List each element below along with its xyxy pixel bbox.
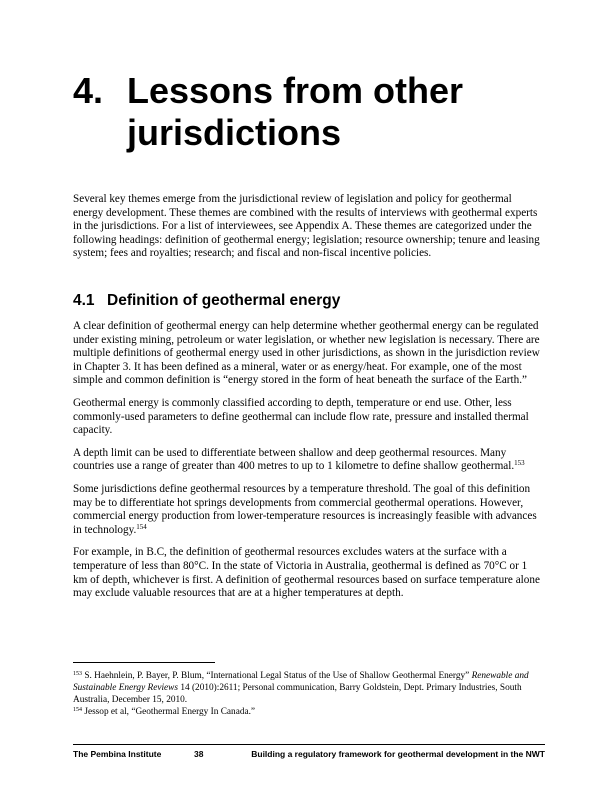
footnote-153-text-a: S. Haehnlein, P. Bayer, P. Blum, “International Legal Status of the Use of Shallow Geothermal Energy”: [82, 671, 472, 681]
footer-organization: The Pembina Institute: [73, 749, 162, 759]
footnote-mark-153: 153: [73, 671, 82, 677]
paragraph-definition: A clear definition of geothermal energy can help determine whether geothermal energy can be regulated under existing mining, petroleum or water legislation, or whether new legislation is necessary. There are multiple definitions of geothermal energy used in other jurisdictions, as shown in the jurisdiction review in Chapter 3. It has been defined as a mineral, water or as energy/heat. For example, one of the most simple and common definition is “energy stored in the form of heat beneath the surface of the Earth.”: [73, 320, 540, 387]
paragraph-classification: Geothermal energy is commonly classified according to depth, temperature or end use. Other, less commonly-used parameters to define geothermal can include flow rate, pressure and installed thermal capacity.: [73, 396, 529, 437]
section-heading: [73, 291, 340, 311]
section-title: Definition of geothermal energy: [107, 292, 341, 309]
footnote-153-text-b: 14 (2010):2611; Personal communication, Barry Goldstein, Dept. Primary Industries, South Australia, December 15, 2010.: [73, 683, 522, 705]
paragraph-depth-limit-text: A depth limit can be used to differentiate between shallow and deep geothermal resources. Many countries use a range of greater than 400 metres to up to 1 kilometre to define shallow geothermal.: [73, 446, 515, 473]
footnote-ref-153[interactable]: 153: [514, 459, 525, 468]
footnote-mark-154: 154: [73, 707, 82, 713]
footnote-ref-154[interactable]: 154: [136, 522, 147, 531]
footnote-separator: [73, 662, 215, 663]
footnote-153: [73, 670, 543, 706]
intro-section: [73, 193, 543, 261]
section-number: 4.1: [73, 292, 95, 309]
footnote-154-text: Jessop et al, “Geothermal Energy In Canada.”: [82, 707, 256, 717]
paragraph-temperature-threshold-text: Some jurisdictions define geothermal resources by a temperature threshold. The goal of this definition may be to differentiate hot springs developments from commercial geothermal operations. However, commercial energy production from lower-temperature resources is increasingly feasible with advances in technology.: [73, 482, 537, 536]
footnote-154: [73, 706, 543, 718]
footnotes: [73, 670, 543, 718]
paragraph-temperature-threshold: [73, 483, 543, 537]
section-body: [73, 320, 543, 610]
footer-document-title: Building a regulatory framework for geothermal development in the NWT: [251, 749, 545, 759]
paragraph-example: For example, in B.C, the definition of geothermal resources excludes waters at the surface with a temperature of less than 80°C. In the state of Victoria in Australia, geothermal is defined as 70°C or 1 km of depth, whichever is first. A definition of geothermal resources based on surface temperature alone may exclude valuable resources that are at a higher temperatures at depth.: [73, 546, 540, 600]
paragraph-depth-limit: [73, 447, 543, 474]
page-number: 38: [194, 749, 204, 759]
intro-paragraph: Several key themes emerge from the jurisdictional review of legislation and policy for geothermal energy development. These themes are combined with the results of interviews with geothermal experts in the jurisdictions. For a list of interviewees, see Appendix A. These themes are categorized under the following headings: definition of geothermal energy; legislation; resource ownership; tenure and leasing system; fees and royalties; research; and fiscal and non-fiscal incentive policies.: [73, 193, 540, 260]
footer-separator: [73, 744, 545, 745]
footnote-153-journal: Renewable and Sustainable Energy Reviews: [73, 671, 529, 693]
chapter-title: Lessons from other jurisdictions: [127, 70, 464, 153]
chapter-number: 4.: [73, 70, 104, 111]
